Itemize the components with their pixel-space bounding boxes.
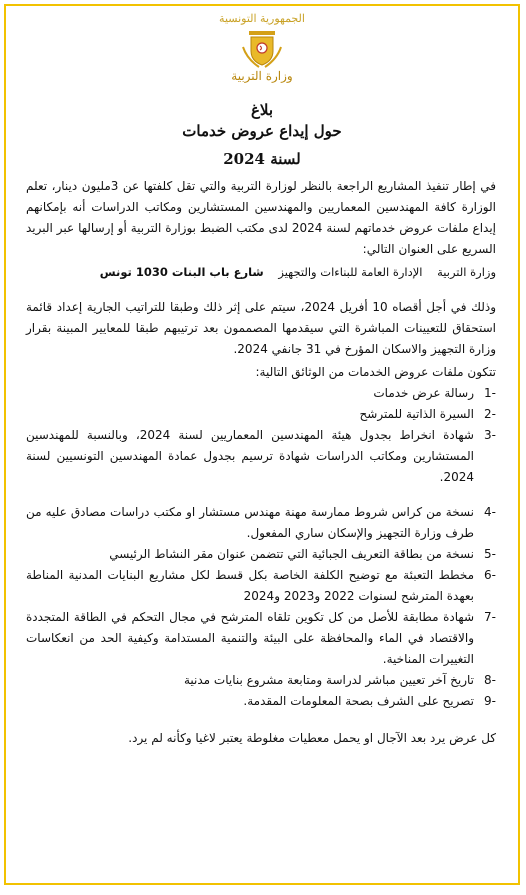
list-item: -8 تاريخ آخر تعيين مباشر لدراسة ومتابعة مشروع بنايات مدنية — [183, 673, 496, 687]
list-item: -3 شهادة انخراط بجدول هيئة المهندسين المعماريين لسنة 2024، وبالنسبة للمهندسين المستشارين ومكاتب الدراسات شهادة ترسيم بجدول عمادة المهندسين التونسيين لسنة 2024. — [26, 428, 496, 484]
address-street: شارع باب البنات 1030 تونس — [99, 265, 264, 279]
republic-name: الجمهورية التونسية — [219, 12, 305, 25]
list-item: -2 السيرة الذاتية للمترشح — [359, 407, 496, 421]
notice-year: لسنة 2024 — [223, 150, 301, 168]
notice-subject: حول إيداع عروض خدمات — [182, 122, 342, 140]
list-item: -5 نسخة من بطاقة التعريف الجبائية التي تتضمن عنوان مقر النشاط الرئيسي — [109, 547, 496, 561]
letterhead — [6, 12, 518, 83]
tunisia-coat-of-arms-icon — [239, 27, 285, 71]
notice-title: بلاغ — [250, 101, 274, 119]
notice-page — [4, 4, 520, 885]
closing-paragraph: كل عرض يرد بعد الآجال او يحمل معطيات مغلوطة يعتبر لاغيا وكأنه لم يرد. — [128, 731, 496, 745]
documents-list — [26, 383, 496, 712]
list-item: -1 رسالة عرض خدمات — [373, 386, 496, 400]
list-item: -7 شهادة مطابقة للأصل من كل تكوين تلقاه المترشح في مجال التحكم في الطاقة المتجددة والاقتصاد في الماء والمحافظة على البيئة والتنمية المستدامة وكيفية الحد من انعكاسات التغييرات المناخية. — [26, 610, 496, 666]
postal-address — [26, 262, 496, 283]
notice-body — [26, 176, 496, 749]
intro-paragraph: في إطار تنفيذ المشاريع الراجعة بالنظر لوزارة التربية والتي تقل كلفتها عن 3مليون دينار، تعلم الوزارة كافة المهندسين المعماريين والمهندسين المستشارين ومكاتب الدراسات أنه بإمكانهم إيداع ملفات عروض خدماتهم لسنة 2024 لدى مكتب الضبط بوزارة التربية أو إرسالها عبر البريد السريع على العنوان التالي: — [26, 179, 496, 256]
title-block — [6, 101, 518, 171]
address-ministry: وزارة التربية — [437, 265, 496, 279]
ministry-name: وزارة التربية — [231, 69, 293, 83]
deadline-paragraph: وذلك في أجل أقصاه 10 أفريل 2024، سيتم على إثر ذلك وطبقا للتراتيب الجارية إعداد قائمة استحقاق للتعيينات المباشرة التي سيقدمها المصممون بعد ترتيبهم طبقا للمعايير المبينة بقرار وزارة التجهيز والاسكان المؤرخ في 31 جانفي 2024. — [26, 300, 496, 356]
documents-lead: تتكون ملفات عروض الخدمات من الوثائق التالية: — [255, 365, 496, 379]
list-item: -4 نسخة من كراس شروط ممارسة مهنة مهندس مستشار او مكتب دراسات مصادق عليه من طرف وزارة التجهيز والإسكان ساري المفعول. — [26, 505, 496, 540]
list-item: -9 تصريح على الشرف بصحة المعلومات المقدمة. — [243, 694, 496, 708]
list-item: -6 مخطط التعبئة مع توضيح الكلفة الخاصة بكل قسط لكل مشاريع البنايات المدنية المناطة بعهدة المترشح لسنوات 2022 و2023 و2024 — [26, 568, 496, 603]
address-directorate: الإدارة العامة للبناءات والتجهيز — [278, 265, 423, 279]
